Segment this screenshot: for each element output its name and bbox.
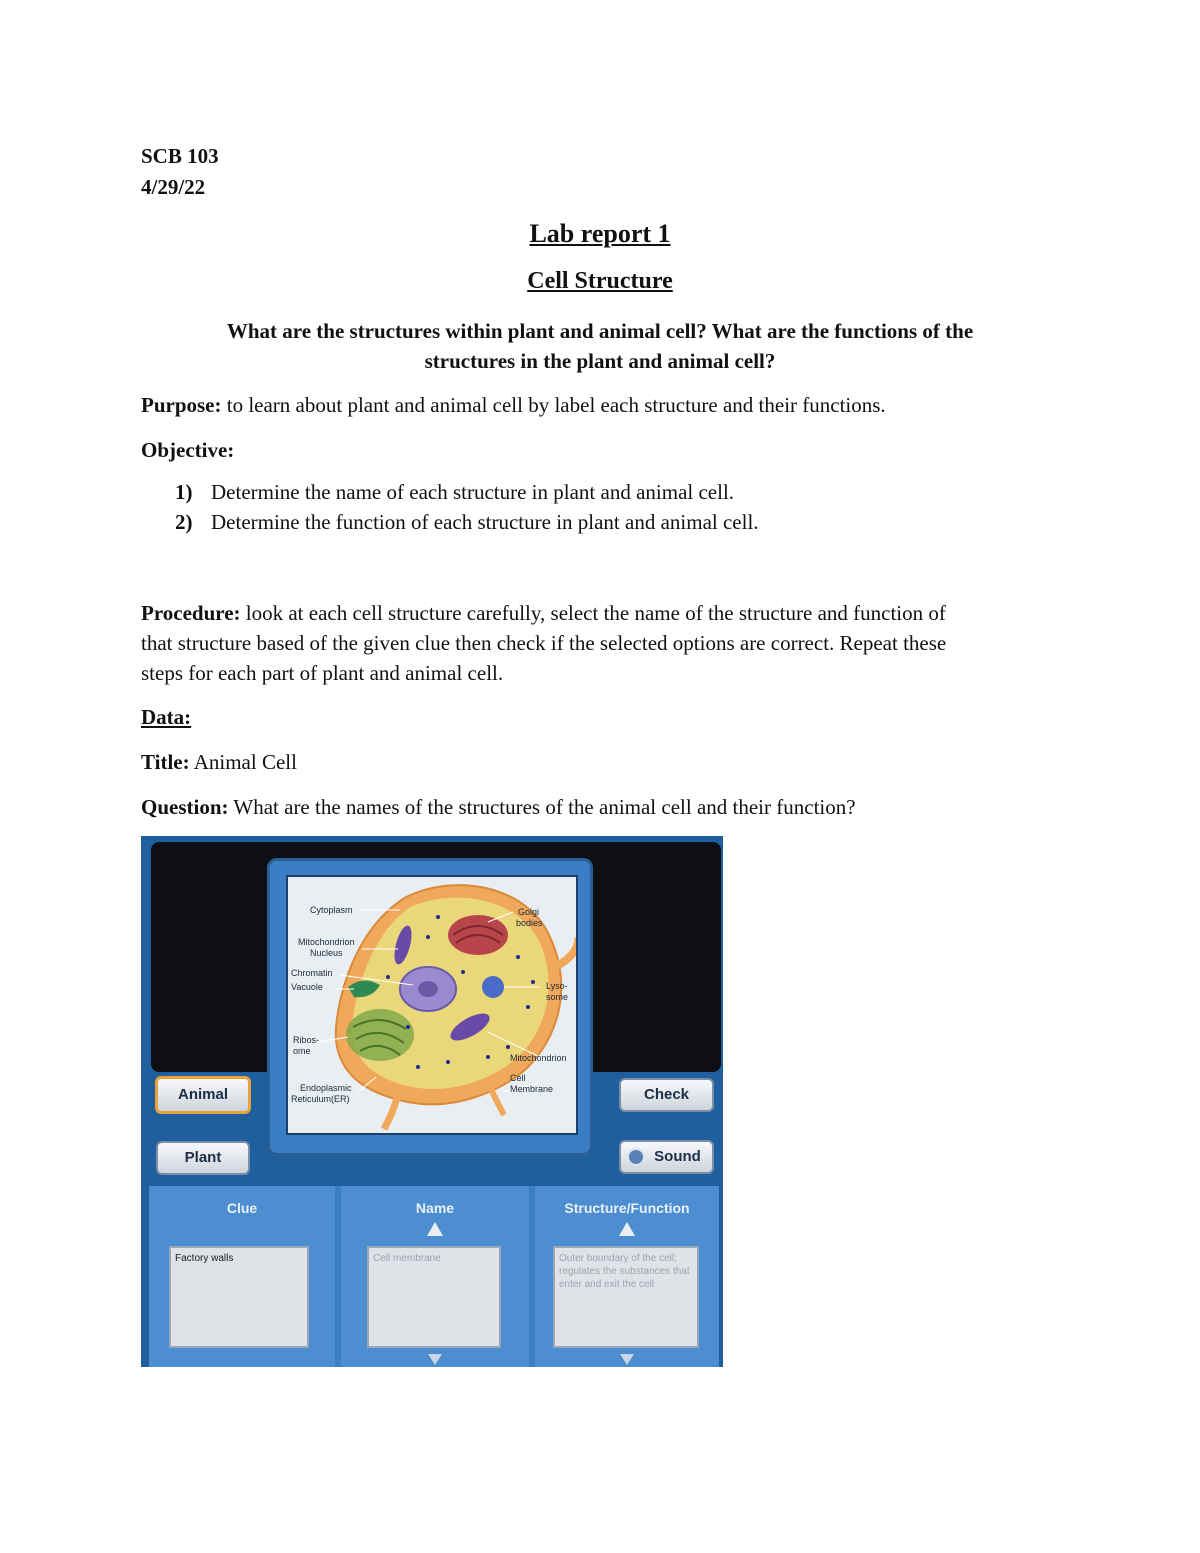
label-lysosome-line1: Lyso- [546,981,568,991]
cell-diagram-screen [286,875,578,1135]
objective-item [175,480,734,505]
data-title-line [141,747,1066,777]
label-cytoplasm: Cytoplasm [310,905,353,915]
name-header: Name [415,1200,455,1216]
data-question-label: Question: [141,795,229,819]
label-cell-membrane-line1: Cell [510,1073,526,1083]
data-title-text: Animal Cell [193,750,297,774]
label-cell-membrane-line2: Membrane [510,1084,554,1094]
label-mitochondrion: Mitochondrion [510,1053,567,1063]
cell-app-screenshot [141,836,723,1367]
report-title: Lab report 1 [529,219,671,248]
label-mitochondrion-nucleus-line2: Nucleus [310,948,343,958]
objective-item [175,510,759,535]
purpose-paragraph [141,390,1066,420]
label-golgi-line1: Golgi [518,907,540,917]
structure-column [535,1186,719,1367]
sound-button[interactable] [619,1140,714,1174]
name-column [341,1186,529,1367]
purpose-text: to learn about plant and animal cell by label each structure and their functions. [226,393,886,417]
procedure-line3: steps for each part of plant and animal cell. [141,661,504,685]
animal-button[interactable]: Animal [155,1076,251,1114]
monitor-frame [267,858,593,1156]
objective-text: Determine the function of each structure in plant and animal cell. [211,510,759,534]
report-subtitle-row [0,268,1200,295]
name-selection-box[interactable]: Cell membrane [367,1246,501,1348]
data-question-text: What are the names of the structures of the animal cell and their function? [233,795,856,819]
structure-down-arrow-icon[interactable] [620,1354,634,1365]
label-mitochondrion-nucleus-line1: Mitochondrion [298,937,355,947]
structure-up-arrow-icon[interactable] [619,1222,635,1236]
check-button[interactable]: Check [619,1078,714,1112]
label-er-line2: Reticulum(ER) [291,1094,350,1104]
structure-selection-box[interactable]: Outer boundary of the cell; regulates the substances that enter and exit the cell [553,1246,699,1348]
purpose-label: Purpose: [141,393,222,417]
name-down-arrow-icon[interactable] [428,1354,442,1365]
course-code: SCB 103 [141,144,219,168]
answer-panel [149,1186,719,1367]
objective-number: 2) [175,510,193,534]
label-lysosome-line2: some [546,992,569,1002]
label-chromatin: Chromatin [291,968,333,978]
objective-heading [141,435,1066,465]
clue-column [149,1186,335,1367]
objective-text: Determine the name of each structure in plant and animal cell. [211,480,735,504]
research-question-line2: structures in the plant and animal cell? [424,349,776,373]
report-title-row [0,219,1200,249]
clue-box: Factory walls [169,1246,309,1348]
data-question-line [141,792,1066,822]
label-golgi-line2: bodies [516,918,543,928]
label-vacuole: Vacuole [291,982,323,992]
procedure-line1: look at each cell structure carefully, select the name of the structure and function of [245,601,946,625]
report-subtitle: Cell Structure [527,268,673,294]
procedure-line2: that structure based of the given clue then check if the selected options are correct. Repeat these [141,631,947,655]
label-er-line1: Endoplasmic [300,1083,352,1093]
plant-button[interactable]: Plant [156,1141,250,1175]
data-heading [141,702,1066,732]
sound-icon [627,1148,645,1166]
structure-header: Structure/Function [564,1200,690,1216]
clue-header: Clue [226,1200,258,1216]
label-ribosome-line1: Ribos- [293,1035,320,1045]
research-question-line1: What are the structures within plant and animal cell? What are the functions of the [226,319,974,343]
data-title-label: Title: [141,750,190,774]
procedure-label: Procedure: [141,601,241,625]
objective-label: Objective: [141,438,235,462]
report-date: 4/29/22 [141,175,206,199]
objective-number: 1) [175,480,193,504]
sound-button-label: Sound [654,1148,701,1165]
name-up-arrow-icon[interactable] [427,1222,443,1236]
data-label: Data: [141,705,192,729]
label-ribosome-line2: ome [293,1046,311,1056]
procedure-paragraph [141,598,1066,688]
